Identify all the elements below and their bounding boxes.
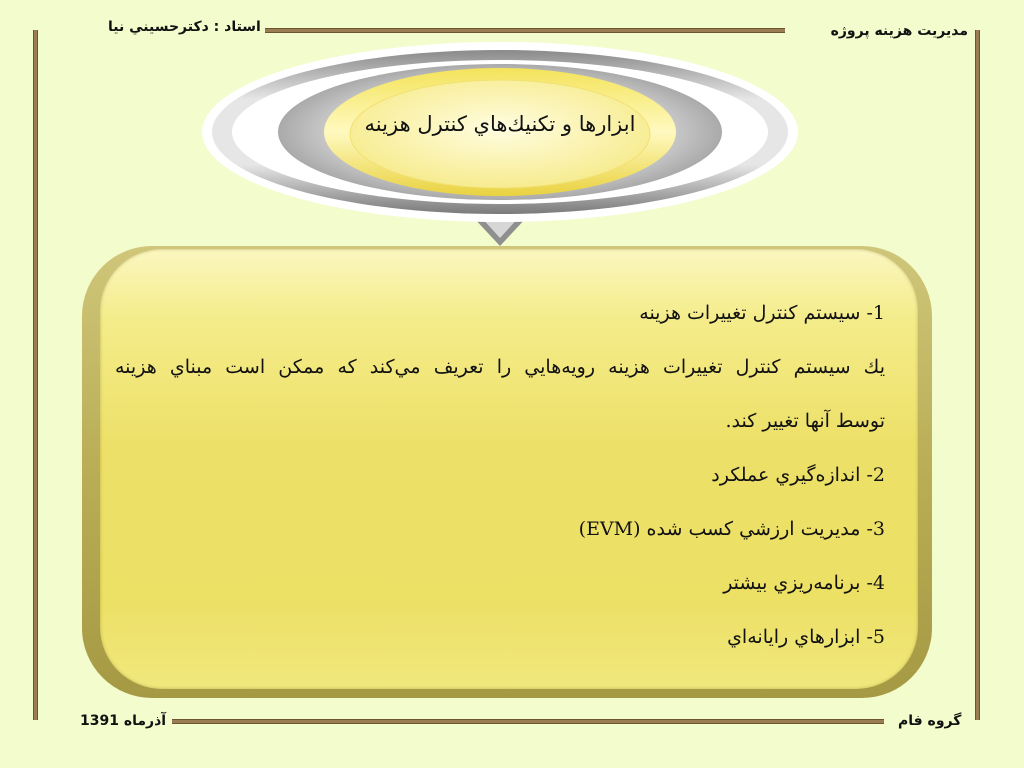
header-rule: [265, 28, 785, 33]
content-line-2: يك سيستم كنترل تغييرات هزينه رويه‌هايي را تعريف مي‌كند كه ممكن است مبناي هزينه: [115, 356, 885, 378]
left-border-rule: [33, 30, 38, 720]
content-line-4: 2- اندازه‌گيري عملكرد: [711, 464, 885, 486]
footer-rule: [172, 719, 884, 724]
footer-date: آذرماه 1391: [80, 713, 167, 729]
content-line-3: توسط آنها تغيير كند.: [725, 410, 885, 432]
content-line-1: 1- سيستم كنترل تغييرات هزينه: [639, 302, 885, 324]
course-title: مديريت هزينه پروژه: [830, 23, 968, 39]
content-line-6: 4- برنامه‌ريزي بيشتر: [723, 572, 885, 594]
right-border-rule: [975, 30, 980, 720]
content-text-block: [115, 286, 885, 664]
title-ellipse-graphic: [200, 38, 800, 248]
instructor-name: استاد : دكترحسيني نيا: [108, 19, 261, 35]
content-line-7: 5- ابزارهاي رايانه‌اي: [727, 626, 885, 648]
slide-title: ابزارها و تكنيك‌هاي كنترل هزينه: [364, 112, 636, 136]
footer-group-name: گروه فام: [898, 713, 962, 729]
content-line-5: 3- مديريت ارزشي كسب شده (EVM): [578, 518, 885, 540]
